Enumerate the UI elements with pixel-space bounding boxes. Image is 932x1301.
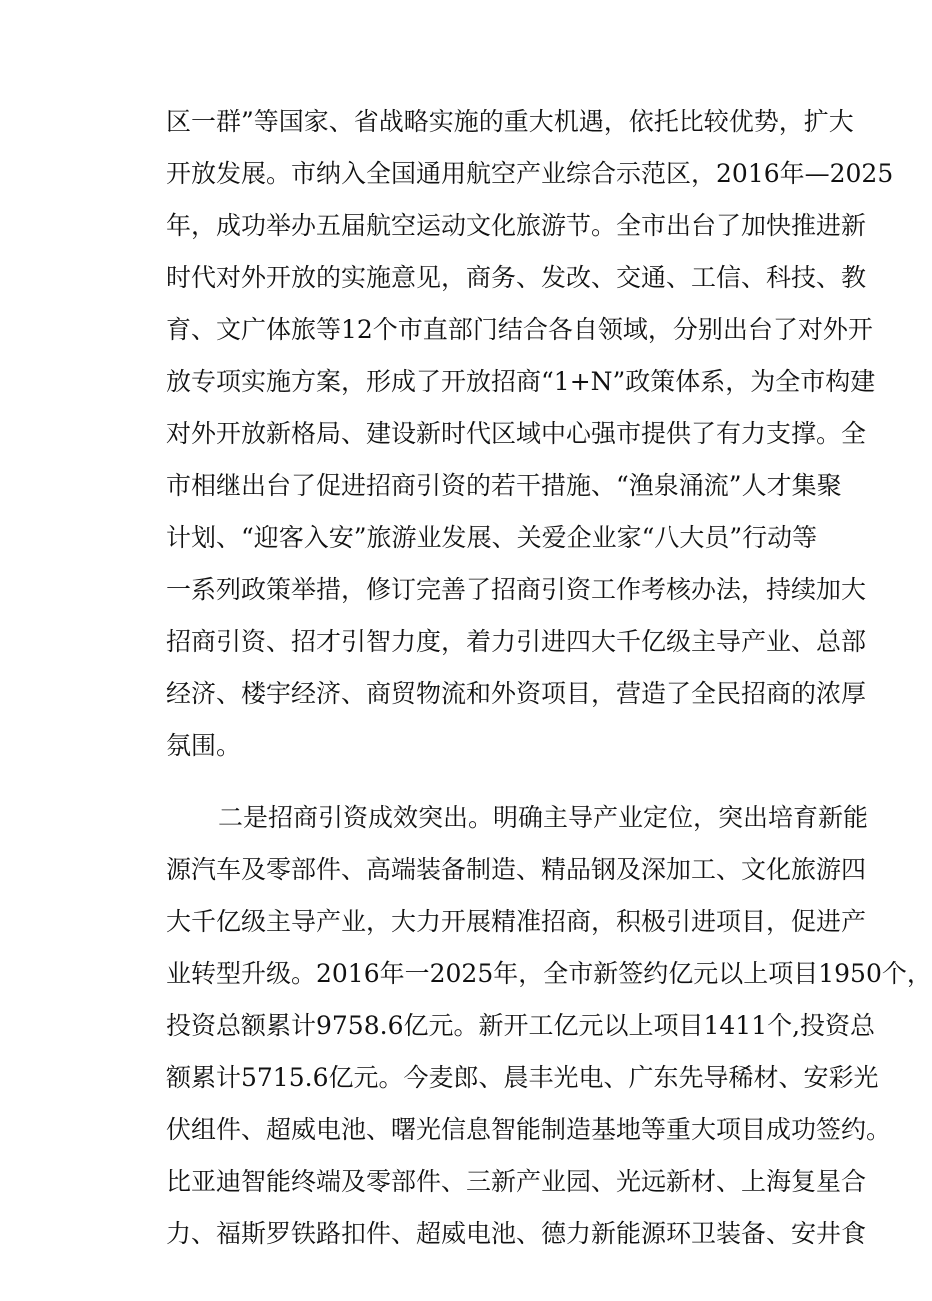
text-line: 育、文广体旅等12个市直部门结合各自领域，分别出台了对外开: [166, 315, 873, 344]
text-line: 放专项实施方案，形成了开放招商“1+N”政策体系，为全市构建: [166, 367, 876, 396]
paragraph-gap: [166, 772, 806, 792]
text-line: 年，成功举办五届航空运动文化旅游节。全市出台了加快推进新: [166, 211, 867, 240]
text-line: 时代对外开放的实施意见，商务、发改、交通、工信、科技、教: [166, 263, 867, 292]
text-line: 氛围。: [166, 731, 242, 760]
text-line: 伏组件、超威电池、曙光信息智能制造基地等重大项目成功签约。: [166, 1115, 892, 1144]
text-line: 大千亿级主导产业，大力开展精准招商，积极引进项目，促进产: [166, 907, 867, 936]
text-line: 市相继出台了促进招商引资的若干措施、“渔泉涌流”人才集聚: [166, 471, 842, 500]
text-line: 招商引资、招才引智力度，着力引进四大千亿级主导产业、总部: [166, 627, 867, 656]
text-line: 力、福斯罗铁路扣件、超威电池、德力新能源环卫装备、安井食: [166, 1219, 867, 1248]
text-line: 业转型升级。2016年一2025年，全市新签约亿元以上项目1950个，: [166, 959, 932, 988]
text-line: 比亚迪智能终端及零部件、三新产业园、光远新材、上海复星合: [166, 1167, 867, 1196]
text-line: 区一群”等国家、省战略实施的重大机遇，依托比较优势，扩大: [166, 107, 854, 136]
text-line: 投资总额累计9758.6亿元。新开工亿元以上项目1411个,投资总: [166, 1011, 876, 1040]
text-line: 源汽车及零部件、高端装备制造、精品钢及深加工、文化旅游四: [166, 855, 867, 884]
text-line: 二是招商引资成效突出。明确主导产业定位，突出培育新能: [218, 803, 869, 832]
text-line: 计划、“迎客入安”旅游业发展、关爱企业家“八大员”行动等: [166, 523, 818, 552]
text-line: 开放发展。市纳入全国通用航空产业综合示范区，2016年—2025: [166, 159, 894, 188]
text-line: 额累计5715.6亿元。今麦郎、晨丰光电、广东先导稀材、安彩光: [166, 1063, 879, 1092]
body-text: [166, 96, 932, 1260]
text-line: 一系列政策举措，修订完善了招商引资工作考核办法，持续加大: [166, 575, 867, 604]
text-line: 对外开放新格局、建设新时代区域中心强市提供了有力支撑。全: [166, 419, 867, 448]
text-line: 经济、楼宇经济、商贸物流和外资项目，营造了全民招商的浓厚: [166, 679, 867, 708]
